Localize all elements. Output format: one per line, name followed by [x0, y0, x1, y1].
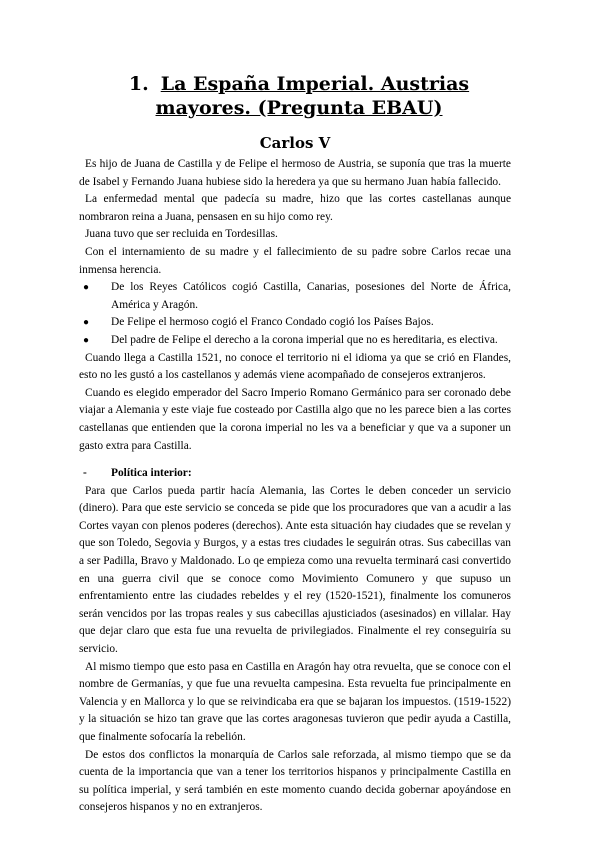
- paragraph: Juana tuvo que ser recluida en Tordesillas.: [85, 228, 278, 241]
- paragraph: De estos dos conflictos la monarquía de Carlos sale reforzada, al mismo tiempo que se da cuenta de la importancia que van a tener los territorios hispanos y principalmente Castilla en su política imperial, y será también en este momento cuando decida gobernar apoyándose en consejeros hispanos y no en extranjeros.: [79, 748, 511, 814]
- paragraph: La enfermedad mental que padecía su madre, hizo que las cortes castellanas aunque nombraron reina a Juana, pensasen en su hijo como rey.: [79, 193, 511, 223]
- dash-bullet: -: [83, 467, 87, 480]
- paragraph: Para que Carlos pueda partir hacía Alemania, las Cortes le deben conceder un servicio (dinero). Para que este servicio se conceda se pide que los procuradores que van a acudir a las Cortes vayan con plenos poderes (derechos). Ante esta situación hay ciudades que se revelan y que son Toledo, Segovia y Burgos, y a estas tres ciudades le seguirán otras. Sus cabecillas van a ser Padilla, Bravo y Maldonado. Lo qe empieza como una revuelta terminará casi convertido en una guerra civil que se conoce como Movimiento Comunero y que supuso un enfrentamiento entre las ciudades rebeldes y el rey (1520-1521), finalmente los comuneros serán vencidos por las tropas reales y sus cabecillas ajusticiados (asesinados) en villalar. Hay que dejar claro que esta fue una revuelta de privilegiados. Finalmente el rey conseguiría su servicio.: [79, 484, 511, 656]
- section-subtitle: Carlos V: [259, 134, 331, 152]
- bullet-icon: ●: [83, 334, 90, 346]
- title-text: La España Imperial. Austrias mayores. (Pregunta EBAU): [155, 73, 470, 119]
- paragraph: Cuando es elegido emperador del Sacro Imperio Romano Germánico para ser coronado debe viajar a Alemania y este viaje fue costeado por Castilla algo que no les parece bien a las cortes castellanas que entienden que la corona imperial no les va a beneficiar y que va a suponer un gasto extra para Castilla.: [79, 386, 511, 452]
- document-title: [79, 72, 511, 120]
- list-item: [79, 314, 511, 332]
- section-heading: [79, 465, 511, 483]
- document-body: [79, 156, 511, 817]
- list-item-text: De Felipe el hermoso cogió el Franco Condado cogió los Países Bajos.: [111, 316, 434, 329]
- list-item: [79, 332, 511, 350]
- paragraph: Al mismo tiempo que esto pasa en Castilla en Aragón hay otra revuelta, que se conoce con el nombre de Germanías, y que fue una revuelta campesina. Esta revuelta fue principalmente en Valencia y en Mallorca y lo que se reivindicaba era que se bajaran los impuestos. (1519-1522) y la situación se hizo tan grave que las cortes aragonesas tuvieron que pedir ayuda a Castilla, que finalmente sofocaría la rebelión.: [79, 660, 511, 743]
- inheritance-list: [79, 279, 511, 349]
- section-heading-text: Política interior:: [111, 467, 192, 480]
- title-number: 1.: [128, 73, 149, 95]
- paragraph: Con el internamiento de su madre y el fallecimiento de su padre sobre Carlos recae una inmensa herencia.: [79, 245, 511, 276]
- bullet-icon: ●: [83, 282, 90, 294]
- bullet-icon: ●: [83, 317, 90, 329]
- list-item-text: Del padre de Felipe el derecho a la corona imperial que no es hereditaria, es electiva.: [111, 333, 498, 346]
- paragraph: Es hijo de Juana de Castilla y de Felipe el hermoso de Austria, se suponía que tras la muerte de Isabel y Fernando Juana hubiese sido la heredera ya que su hermano Juan había fallecido.: [79, 158, 511, 188]
- list-item: [79, 279, 511, 314]
- list-item-text: De los Reyes Católicos cogió Castilla, Canarias, posesiones del Norte de África, América y Aragón.: [111, 281, 511, 311]
- paragraph: Cuando llega a Castilla 1521, no conoce el territorio ni el idioma ya que se crió en Flandes, esto no les gustó a los castellanos y además viene acompañado de consejeros extranjeros.: [79, 351, 511, 382]
